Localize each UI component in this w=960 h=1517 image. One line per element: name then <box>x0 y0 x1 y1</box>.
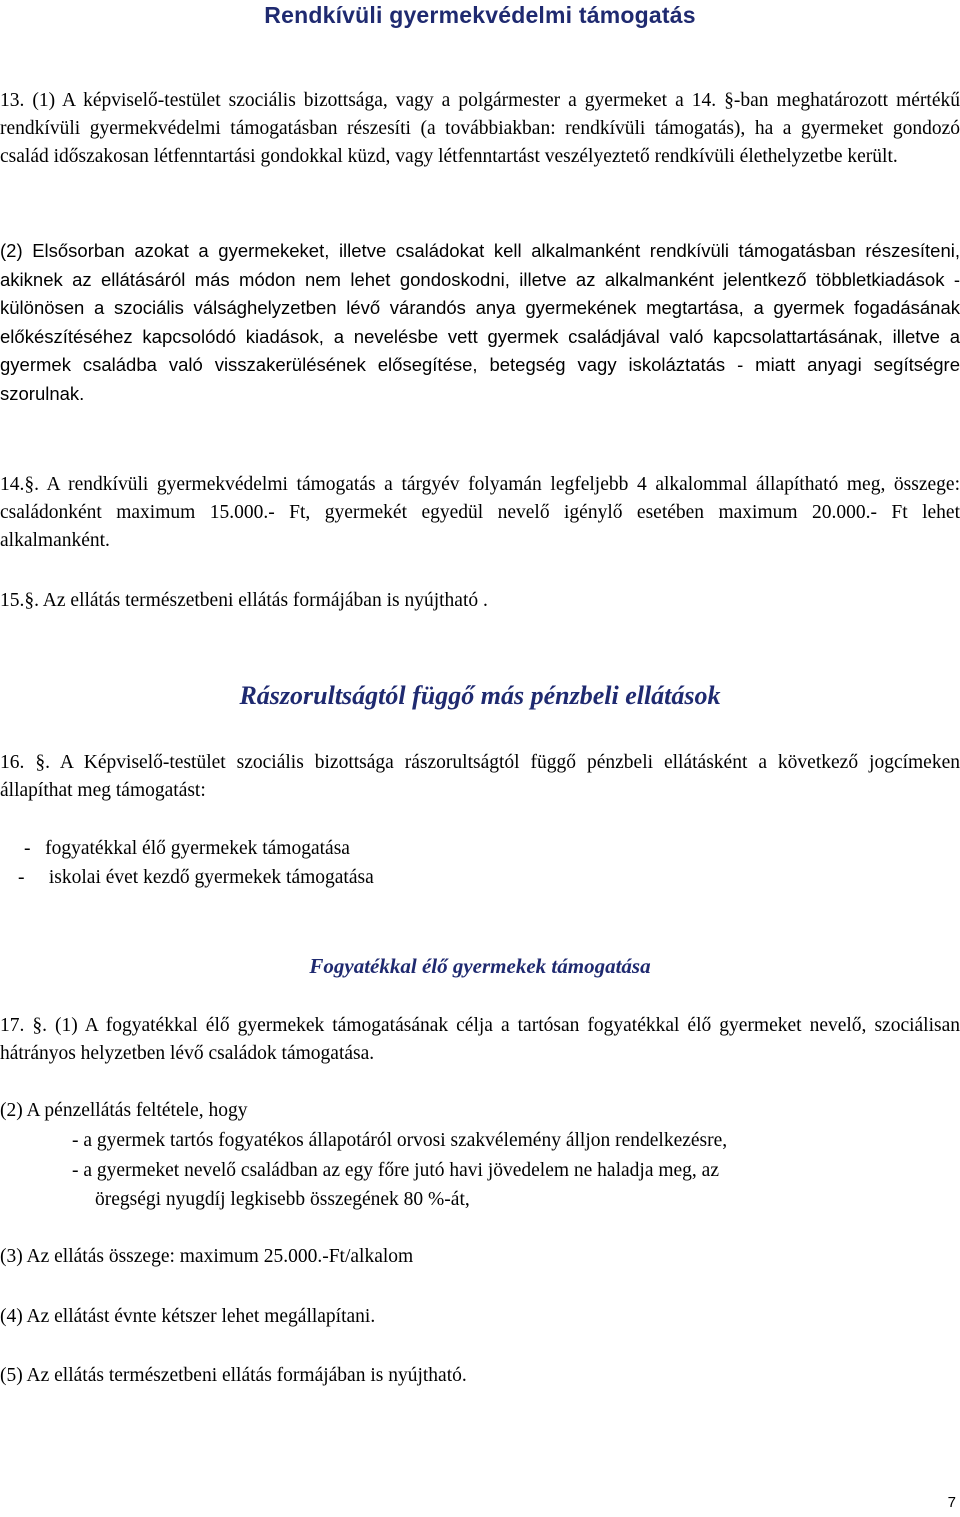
condition-item: öregségi nyugdíj legkisebb összegének 80 %-át, <box>95 1189 470 1210</box>
paragraph-13-2: (2) Elsősorban azokat a gyermekeket, illetve családokat kell alkalmanként rendkívüli támogatásban részesíteni, akiknek az ellátásáról más módon nem lehet gondoskodni, illetve az alkalmanként jelentkező többletkiadások - különösen a szociális válsághelyzetben lévő várandós anya gyermekének megtartása, a gyermek fogadásának előkészítéséhez kapcsolódó kiadások, a nevelésbe vett gyermek családjával való kapcsolattartásának, illetve a gyermek családba való visszakerülésének elősegítése, betegség vagy iskoláztatás - miatt anyagi segítségre szorulnak. <box>0 240 960 404</box>
paragraph-17-5: (5) Az ellátás természetbeni ellátás formájában is nyújtható. <box>0 1365 467 1386</box>
paragraph-17-4: (4) Az ellátást évnte kétszer lehet megállapítani. <box>0 1306 376 1327</box>
paragraph-14: 14.§. A rendkívüli gyermekvédelmi támogatás a tárgyév folyamán legfeljebb 4 alkalommal állapítható meg, összege: családonként maximum 15.000.- Ft, gyermekét egyedül nevelő igénylő esetében maximum 20.000.- Ft lehet alkalmanként. <box>0 474 960 551</box>
paragraph-17-1: 17. §. (1) A fogyatékkal élő gyermekek támogatásának célja a tartósan fogyatékkal élő gyermeket nevelő, szociálisan hátrányos helyzetben lévő családok támogatása. <box>0 1015 960 1064</box>
paragraph-13-1: 13. (1) A képviselő-testület szociális bizottsága, vagy a polgármester a gyermeket a 14. §-ban meghatározott mértékű rendkívüli gyermekvédelmi támogatásban részesíti (a továbbiakban: rendkívüli támogatás), ha a gyermeket gondozó család időszakosan létfenntartási gondokkal küzd, vagy létfenntartást veszélyeztető rendkívüli élethelyzetbe került. <box>0 90 960 167</box>
condition-item: - a gyermeket nevelő családban az egy főre jutó havi jövedelem ne haladja meg, az <box>72 1160 719 1181</box>
list-item: - fogyatékkal élő gyermekek támogatása <box>24 838 350 859</box>
list-item: - iskolai évet kezdő gyermekek támogatása <box>18 867 374 888</box>
paragraph-15: 15.§. Az ellátás természetbeni ellátás formájában is nyújtható . <box>0 590 488 611</box>
section-heading-rendkivuli: Rendkívüli gyermekvédelmi támogatás <box>264 2 696 28</box>
paragraph-16: 16. §. A Képviselő-testület szociális bizottsága rászorultságtól függő pénzbeli ellátásként a következő jogcímeken állapíthat meg támogatást: <box>0 752 960 801</box>
page-number: 7 <box>947 1494 956 1511</box>
section-heading-fogyatekkal: Fogyatékkal élő gyermekek támogatása <box>309 954 651 978</box>
section-heading-raszorultsag: Rászorultságtól függő más pénzbeli ellátások <box>239 681 721 710</box>
paragraph-17-2-intro: (2) A pénzellátás feltétele, hogy <box>0 1100 248 1121</box>
paragraph-17-3: (3) Az ellátás összege: maximum 25.000.-Ft/alkalom <box>0 1246 414 1267</box>
condition-item: - a gyermek tartós fogyatékos állapotáról orvosi szakvélemény álljon rendelkezésre, <box>72 1130 728 1151</box>
